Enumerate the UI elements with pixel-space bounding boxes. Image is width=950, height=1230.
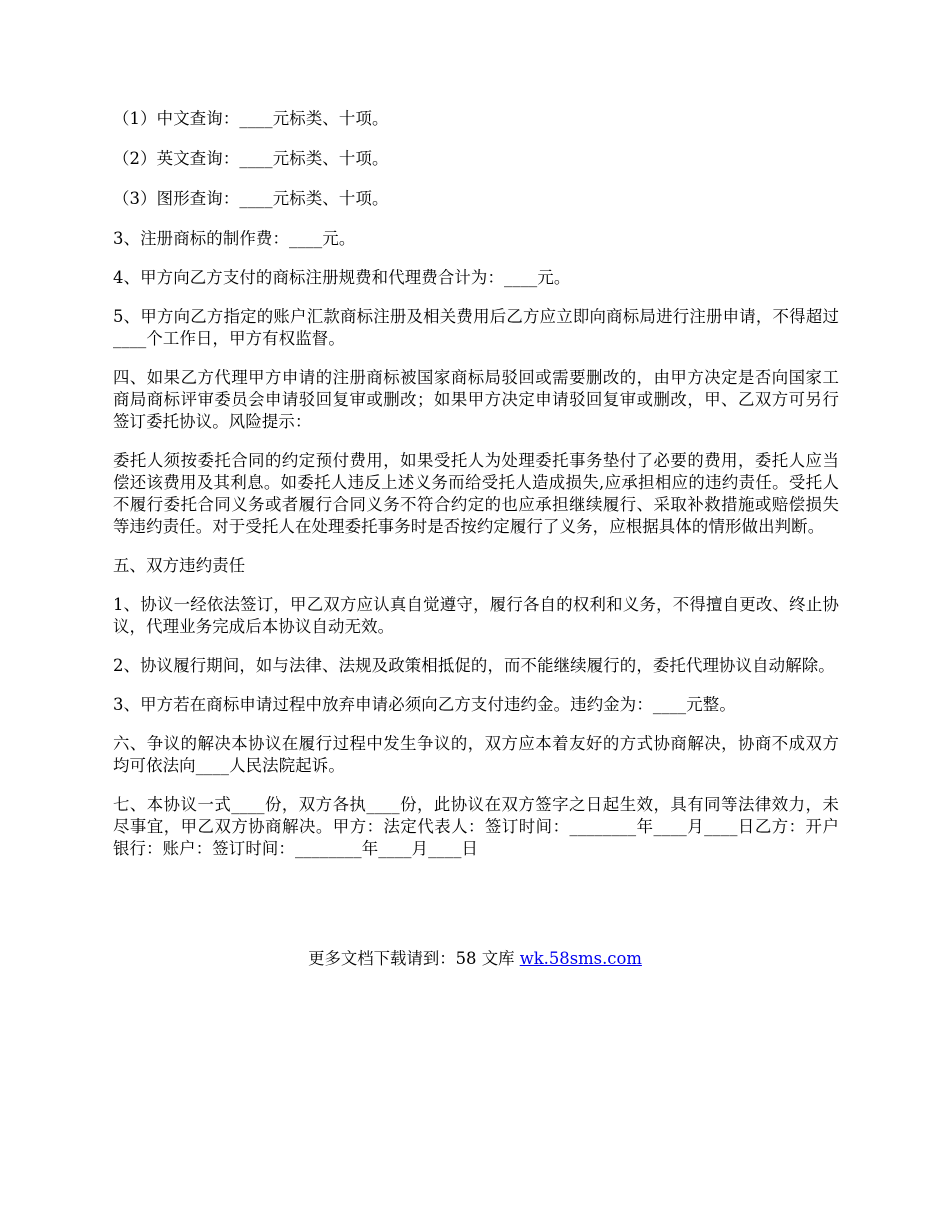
section-six-dispute: 六、争议的解决本协议在履行过程中发生争议的，双方应本着友好的方式协商解决，协商不成双方均可依法向____人民法院起诉。 <box>113 734 839 775</box>
query-fee-english: （2）英文查询：____元标类、十项。 <box>113 149 389 168</box>
clause-total-fee: 4、甲方向乙方支付的商标注册规费和代理费合计为：____元。 <box>113 268 571 287</box>
footer-link[interactable]: wk.58sms.com <box>519 949 642 968</box>
breach-clause-2: 2、协议履行期间，如与法律、法规及政策相抵促的，而不能继续履行的，委托代理协议自动解除。 <box>113 656 835 675</box>
breach-clause-1: 1、协议一经依法签订，甲乙双方应认真自觉遵守，履行各自的权利和义务，不得擅自更改、终止协议，代理业务完成后本协议自动无效。 <box>113 595 839 636</box>
query-fee-chinese: （1）中文查询：____元标类、十项。 <box>113 109 389 128</box>
footer-text: 更多文档下载请到：58 文库 <box>308 949 520 968</box>
clause-production-fee: 3、注册商标的制作费：____元。 <box>113 229 356 248</box>
section-five-heading: 五、双方违约责任 <box>113 556 246 575</box>
risk-notice-paragraph: 委托人须按委托合同的约定预付费用，如果受托人为处理委托事务垫付了必要的费用，委托人应当偿还该费用及其利息。如委托人违反上述义务而给受托人造成损失,应承担相应的违约责任。受托人不履行委托合同义务或者履行合同义务不符合约定的也应承担继续履行、采取补救措施或赔偿损失等违约责任。对于受托人在处理委托事务时是否按约定履行了义务，应根据具体的情形做出判断。 <box>113 451 839 536</box>
query-fee-graphic: （3）图形查询：____元标类、十项。 <box>113 189 389 208</box>
section-four-rejection: 四、如果乙方代理甲方申请的注册商标被国家商标局驳回或需要删改的，由甲方决定是否向国家工商局商标评审委员会申请驳回复审或删改；如果甲方决定申请驳回复审或删改，甲、乙双方可另行签订委托协议。风险提示： <box>113 368 839 431</box>
clause-registration-deadline: 5、甲方向乙方指定的账户汇款商标注册及相关费用后乙方应立即向商标局进行注册申请，不得超过____个工作日，甲方有权监督。 <box>113 307 839 348</box>
document-body <box>113 108 839 877</box>
footer <box>0 948 950 970</box>
breach-clause-3: 3、甲方若在商标申请过程中放弃申请必须向乙方支付违约金。违约金为：____元整。 <box>113 695 736 714</box>
section-seven-signatures: 七、本协议一式____份，双方各执____份，此协议在双方签字之日起生效，具有同等法律效力，未尽事宜，甲乙双方协商解决。甲方：法定代表人：签订时间：________年____月____日乙方：开户银行：账户：签订时间：________年____月____日 <box>113 795 839 858</box>
